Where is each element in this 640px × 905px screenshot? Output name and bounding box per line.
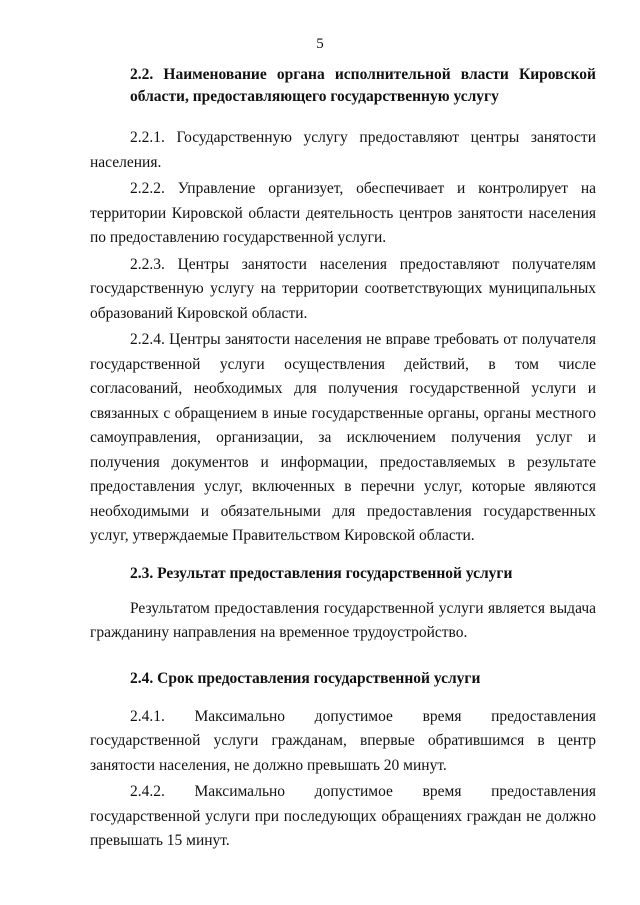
paragraph-2-4-2: 2.4.2. Максимально допустимое время предоставления государственной услуги при последующих обращениях граждан не должно превышать 15 минут. [90,783,596,849]
section-heading-2-4: 2.4. Срок предоставления государственной услуги [130,669,481,687]
page-number: 5 [316,36,324,52]
paragraph-2-2-3: 2.2.3. Центры занятости населения предоставляют получателям государственную услугу на территории соответствующих муниципальных образований Кировской области. [90,255,596,322]
paragraph-2-2-1: 2.2.1. Государственную услугу предоставляют центры занятости населения. [90,129,596,171]
paragraph-2-3-result: Результатом предоставления государственной услуги является выдача гражданину направления на временное трудоустройство. [90,599,596,641]
paragraph-2-4-1: 2.4.1. Максимально допустимое время предоставления государственной услуги гражданам, впервые обратившимся в центр занятости населения, не должно превышать 20 минут. [90,707,596,774]
paragraph-2-2-2: 2.2.2. Управление организует, обеспечивает и контролирует на территории Кировской области деятельность центров занятости населения по предоставлению государственной услуги. [90,180,596,246]
section-heading-2-3: 2.3. Результат предоставления государственной услуги [130,564,513,582]
document-body [90,64,596,854]
paragraph-2-2-4: 2.2.4. Центры занятости населения не вправе требовать от получателя государственной услуги осуществления действий, в том числе согласований, необходимых для получения государственной услуги и связанных с обращением в иные государственные органы, органы местного самоуправления, организации, за исключением получения услуг и получения документов и информации, предоставляемых в результате предоставления услуг, включенных в перечни услуг, которые являются необходимыми и обязательными для предоставления государственных услуг, утверждаемые Правительством Кировской области. [90,331,596,544]
section-heading-2-2: 2.2. Наименование органа исполнительной власти Кировской области, предоставляющего государственную услугу [130,66,596,105]
